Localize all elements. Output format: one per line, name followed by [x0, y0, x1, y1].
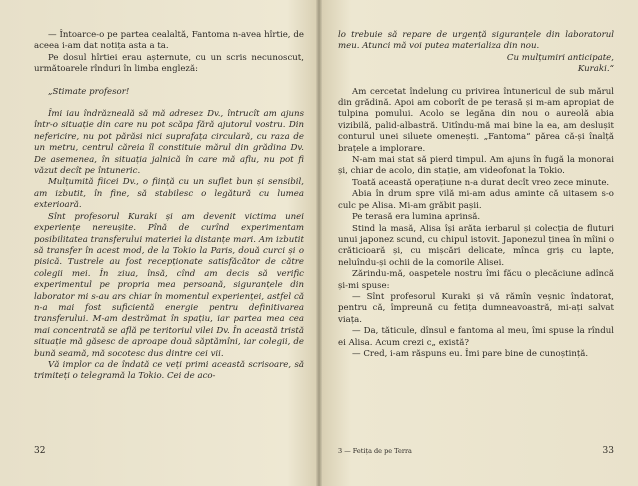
paragraph: Vă implor ca de îndată ce veți primi această scrisoare, să trimiteți o telegramă la Tokio. Cei de aco-: [34, 359, 304, 382]
left-page-text: [34, 30, 304, 383]
paragraph: — Da, tăticule, dînsul e fantoma al meu, îmi spuse la rîndul ei Alisa. Acum crezi c„ există?: [338, 326, 614, 348]
paragraph: — Întoarce-o pe partea cealaltă, Fantoma n-avea hîrtie, de aceea i-am dat notița asta a ta.: [34, 30, 304, 52]
paragraph-gap: [338, 76, 614, 87]
paragraph: Sînt profesorul Kuraki și am devenit victima unei experiențe nereușite. Pînă de curînd experimentam posibilitatea transferului materiei la distanțe mari. Am izbutit să transfer în acest mod, de la Tokio la Paris, două curci și o pisică. Tustrele au fost recepționate satisfăcător de către colegii mei. În ziua, însă, cînd am decis să verific experimentul pe propria mea persoană, siguranțele din laborator mi s-au ars chiar în momentul experienței, astfel că n-a mai fost suficientă energie pentru definitivarea transferului. M-am destrămat în spațiu, iar partea mea cea mai concentrată se află pe teritoriul vilei Dv. În această tristă situație mă găsesc de aproape două săptămîni, iar colegii, de bună seamă, mă socotesc dus dintre cei vii.: [34, 211, 304, 359]
paragraph: „Stimate profesor!: [48, 86, 130, 97]
paragraph: Toată această operațiune n-a durat decît vreo zece minute.: [352, 177, 610, 188]
paragraph: N-am mai stat să pierd timpul. Am ajuns în fugă la monorai și, chiar de acolo, din stație, am videofonat la Tokio.: [338, 155, 614, 177]
paragraph: Pe terasă era lumina aprinsă.: [352, 212, 481, 223]
paragraph-gap: [34, 76, 304, 87]
chapter-footer: 3 — Fetița de pe Terra: [338, 447, 412, 455]
paragraph: Îmi iau îndrăzneală să mă adresez Dv., întrucît am ajuns într-o situație din care nu pot scăpa fără ajutorul vostru. Din nefericire, nu pot părăsi nici suprafața circulară, cu raza de un metru, centrul căreia îl constituie mărul din grădina Dv. De asemenea, în situația jalnică în care mă aflu, nu pot fi văzut decît pe întuneric.: [34, 109, 304, 177]
paragraph: — Cred, i-am răspuns eu. Îmi pare bine de cunoștință.: [352, 348, 589, 359]
letter-signoff-line: Cu mulțumiri anticipate,: [506, 52, 614, 63]
paragraph: Am cercetat îndelung cu privirea întunericul de sub mărul din grădină. Apoi am coborît de pe terasă și m-am apropiat de tulpina pomului. Acolo se legăna din nou o aureolă abia vizibilă, palid-albastră. Uitîndu-mă mai bine la ea, am deslușit conturul unei siluete omenești. „Fantoma“ părea că-și înalță brațele a implorare.: [338, 86, 614, 154]
right-page: [320, 0, 638, 486]
paragraph: Stind la masă, Alisa își arăta ierbarul și colecția de fluturi unui japonez scund, cu chipul istovit. Japonezul ținea în mîini o crăticioară și, cu mișcări delicate, mînca griș cu lapte, neluîndu-și ochii de la comorile Alisei.: [338, 223, 614, 268]
paragraph-gap: [34, 98, 304, 109]
left-page-number: 32: [34, 446, 46, 456]
right-page-text: [338, 30, 614, 360]
paragraph: Zărindu-mă, oaspetele nostru îmi făcu o plecăciune adîncă și-mi spuse:: [338, 269, 614, 291]
paragraph: Pe dosul hîrtiei erau așternute, cu un scris necunoscut, următoarele rînduri în limba engleză:: [34, 52, 304, 75]
paragraph: — Sînt profesorul Kuraki și vă rămîn veșnic îndatorat, pentru că, împreună cu fetița dumneavoastră, mi-ați salvat viața.: [338, 291, 614, 325]
left-page: [0, 0, 318, 486]
paragraph: lo trebuie să repare de urgență siguranțele din laboratorul meu. Atunci mă voi putea materializa din nou.: [338, 30, 614, 52]
right-page-number: 33: [602, 446, 614, 456]
paragraph: Mulțumită fiicei Dv., o ființă cu un suflet bun și sensibil, am izbutit, în fine, să stabilesc o legătură cu lumea exterioară.: [34, 177, 304, 211]
paragraph: Abia în drum spre vilă mi-am adus aminte că uitasem s-o culc pe Alisa. Mi-am grăbit pașii.: [338, 189, 614, 211]
letter-signoff-line: Kuraki.“: [577, 64, 614, 75]
